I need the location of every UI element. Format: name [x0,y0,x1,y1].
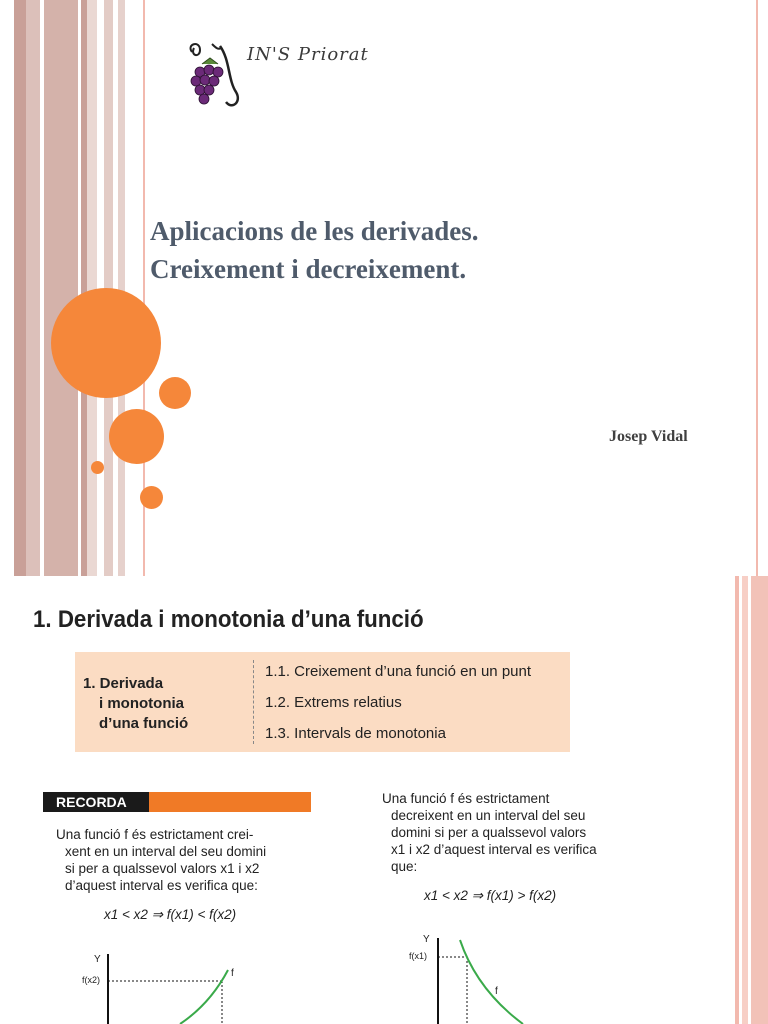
text-line: domini si per a qualssevol valors [391,825,587,840]
value-label: f(x1) [409,951,427,961]
content-slide [0,576,768,1024]
decorative-circle [140,486,163,509]
curve-label: f [495,986,498,997]
decorative-circle [109,409,164,464]
toc-item: 1.1. Creixement d’una funció en un punt [265,663,532,680]
decorative-stripe [14,0,26,576]
toc-section-line: 1. Derivada [83,675,164,692]
recorda-label: RECORDA [43,792,149,812]
section-title: 1. Derivada i monotonia d’una funció [33,606,424,633]
decorative-stripe [26,0,40,576]
toc-item: 1.3. Intervals de monotonia [265,725,446,742]
text-line: d’aquest interval es verifica que: [65,878,258,893]
decreasing-formula: x1 < x2 ⇒ f(x1) > f(x2) [424,888,557,903]
decorative-circle [91,461,104,474]
decorative-stripe [118,0,125,576]
value-label: f(x2) [82,975,100,985]
decreasing-definition [382,790,597,875]
curve-label: f [231,968,234,979]
toc-box [75,652,570,752]
text-line: xent en un interval del seu domini [65,844,267,859]
text-line: Una funció f és estrictament [382,791,550,806]
author-name: Josep Vidal [609,428,688,445]
decorative-stripe [751,576,768,1024]
toc-section [83,674,188,734]
text-line: decreixent en un interval del seu [391,808,586,823]
decorative-stripe [742,576,748,1024]
y-axis-label: Y [94,954,101,965]
title-line-2: Creixement i decreixement. [150,254,467,284]
toc-divider [253,660,254,744]
decorative-stripe [735,576,739,1024]
toc-section-line: i monotonia [99,695,184,712]
presentation-title [150,212,479,288]
toc-item: 1.2. Extrems relatius [265,694,402,711]
logo-text: IN'S Priorat [247,44,369,65]
increasing-formula: x1 < x2 ⇒ f(x1) < f(x2) [104,907,237,922]
decreasing-graph [405,928,575,1024]
y-axis-label: Y [423,934,430,945]
recorda-bar [43,792,311,812]
decorative-circle [159,377,191,409]
text-line: si per a qualssevol valors x1 i x2 [65,861,260,876]
decorative-stripe [756,0,758,576]
increasing-graph [80,948,260,1024]
text-line: Una funció f és estrictament crei- [56,827,254,842]
decorative-stripe [44,0,78,576]
increasing-definition [56,826,266,894]
title-line-1: Aplicacions de les derivades. [150,216,479,246]
text-line: que: [391,859,418,874]
text-line: x1 i x2 d’aquest interval es verifica [391,842,597,857]
toc-section-line: d’una funció [99,715,189,732]
decorative-circle [51,288,161,398]
